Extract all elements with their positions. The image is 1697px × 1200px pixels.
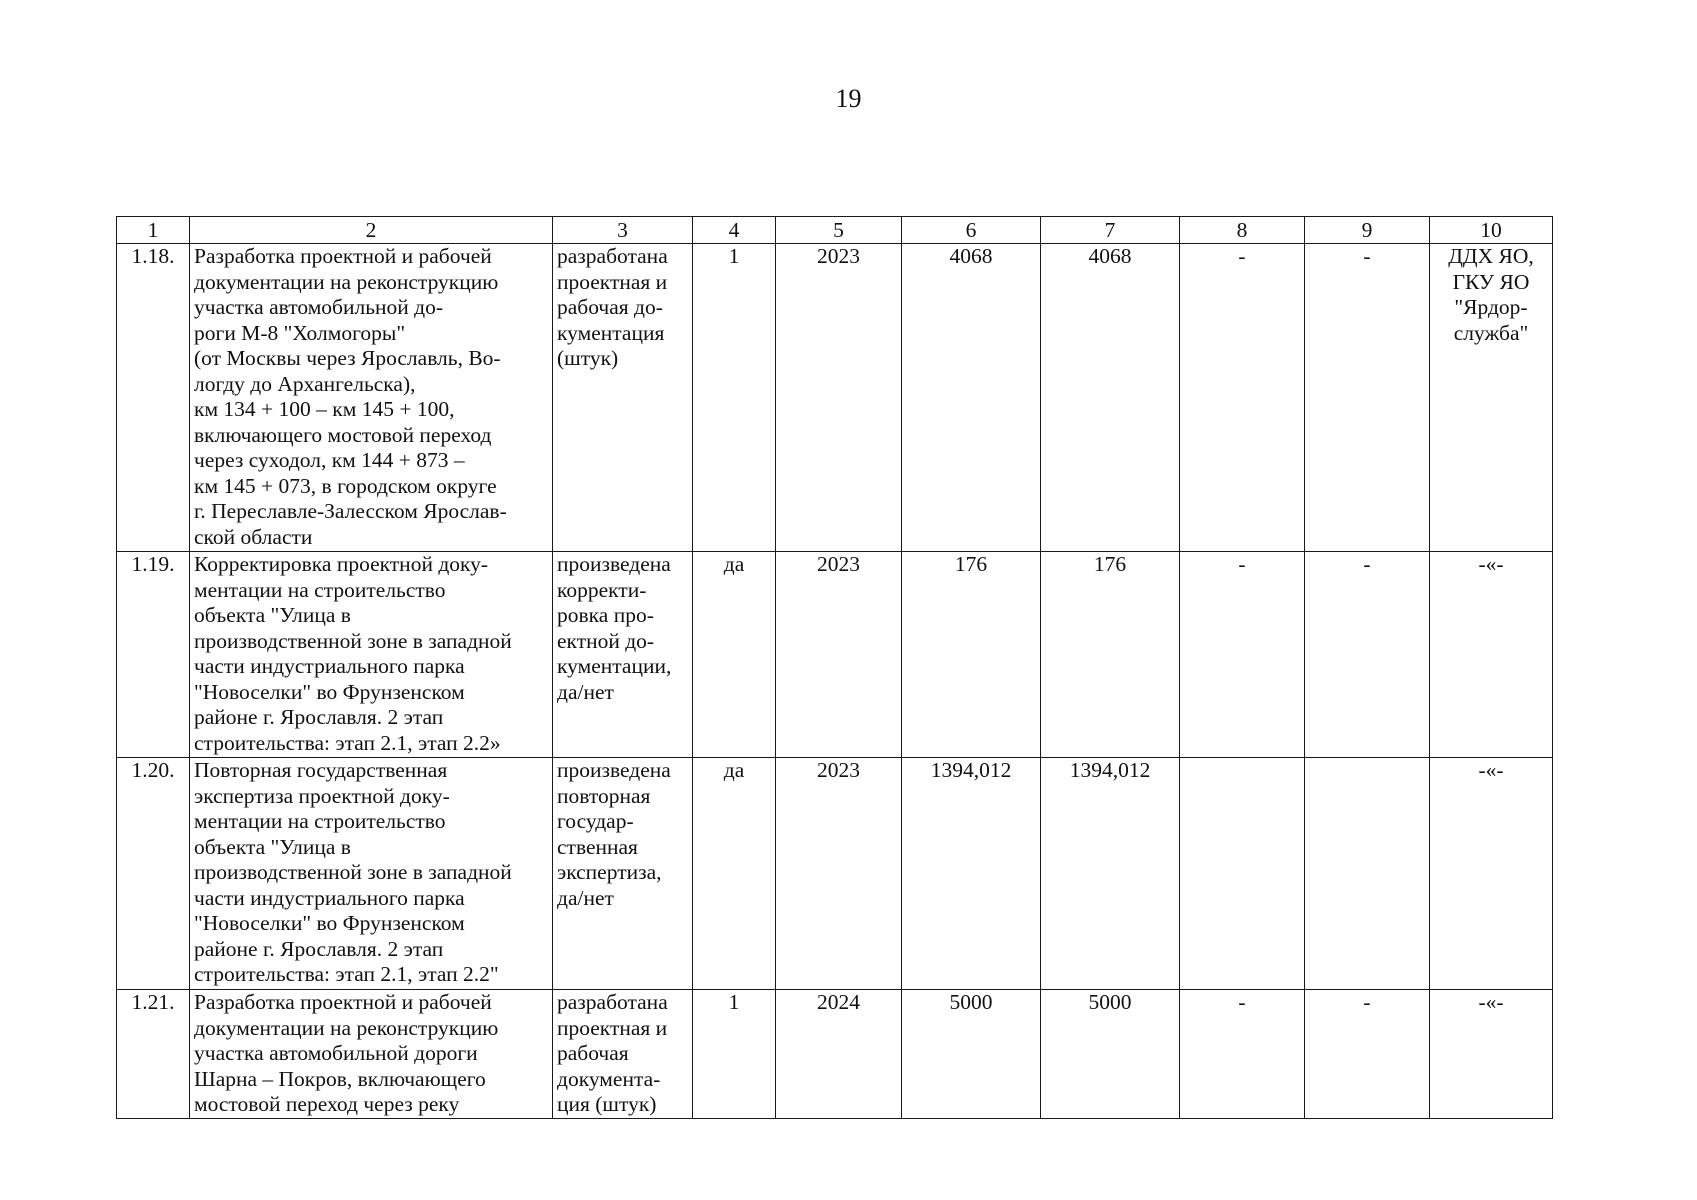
column-number-9: 9 bbox=[1305, 217, 1430, 244]
year: 2023 bbox=[776, 552, 902, 758]
column-8-value: - bbox=[1180, 244, 1305, 552]
column-number-4: 4 bbox=[693, 217, 776, 244]
indicator-value: да bbox=[693, 552, 776, 758]
activity-name: Корректировка проектной доку- ментации на строительство объекта "Улица в производственной зоне в западной части индустриального парка "Новоселки" во Фрунзенском районе г. Ярославля. 2 этап строительства: этап 2.1, этап 2.2» bbox=[190, 552, 553, 758]
column-number-6: 6 bbox=[902, 217, 1041, 244]
row-number: 1.18. bbox=[117, 244, 190, 552]
column-number-8: 8 bbox=[1180, 217, 1305, 244]
executor: -«- bbox=[1430, 758, 1553, 990]
column-9-value: - bbox=[1305, 244, 1430, 552]
table-row bbox=[117, 244, 1553, 552]
page-number: 19 bbox=[835, 84, 862, 113]
activity-name: Разработка проектной и рабочей документации на реконструкцию участка автомобильной дороги Шарна – Покров, включающего мостовой переход через реку bbox=[190, 990, 553, 1119]
table-row bbox=[117, 990, 1553, 1119]
regional-amount: 176 bbox=[1041, 552, 1180, 758]
program-table bbox=[116, 216, 1553, 1119]
activity-name: Разработка проектной и рабочей документации на реконструкцию участка автомобильной до- роги М-8 "Холмогоры" (от Москвы через Ярославль, Во- логду до Архангельска), км 134 + 100 – км 145 + 100, включающего мостовой переход через суходол, км 144 + 873 – км 145 + 073, в городском округе г. Переславле-Залесском Ярослав- ской области bbox=[190, 244, 553, 552]
total-amount: 5000 bbox=[902, 990, 1041, 1119]
regional-amount: 4068 bbox=[1041, 244, 1180, 552]
executor: -«- bbox=[1430, 990, 1553, 1119]
result-description: разработана проектная и рабочая документа- ция (штук) bbox=[553, 990, 693, 1119]
total-amount: 4068 bbox=[902, 244, 1041, 552]
year: 2024 bbox=[776, 990, 902, 1119]
column-number-2: 2 bbox=[190, 217, 553, 244]
column-number-row bbox=[117, 217, 1553, 244]
executor: ДДХ ЯО, ГКУ ЯО "Ярдор- служба" bbox=[1430, 244, 1553, 552]
column-number-10: 10 bbox=[1430, 217, 1553, 244]
column-number-5: 5 bbox=[776, 217, 902, 244]
indicator-value: 1 bbox=[693, 244, 776, 552]
column-9-value bbox=[1305, 758, 1430, 990]
column-9-value: - bbox=[1305, 990, 1430, 1119]
column-9-value: - bbox=[1305, 552, 1430, 758]
regional-amount: 1394,012 bbox=[1041, 758, 1180, 990]
indicator-value: 1 bbox=[693, 990, 776, 1119]
column-8-value: - bbox=[1180, 990, 1305, 1119]
result-description: произведена повторная государ- ственная экспертиза, да/нет bbox=[553, 758, 693, 990]
column-number-7: 7 bbox=[1041, 217, 1180, 244]
row-number: 1.21. bbox=[117, 990, 190, 1119]
executor: -«- bbox=[1430, 552, 1553, 758]
column-8-value: - bbox=[1180, 552, 1305, 758]
total-amount: 1394,012 bbox=[902, 758, 1041, 990]
year: 2023 bbox=[776, 244, 902, 552]
column-8-value bbox=[1180, 758, 1305, 990]
table-row bbox=[117, 552, 1553, 758]
result-description: разработана проектная и рабочая до- кументация (штук) bbox=[553, 244, 693, 552]
row-number: 1.19. bbox=[117, 552, 190, 758]
row-number: 1.20. bbox=[117, 758, 190, 990]
year: 2023 bbox=[776, 758, 902, 990]
table-row bbox=[117, 758, 1553, 990]
activity-name: Повторная государственная экспертиза проектной доку- ментации на строительство объекта "Улица в производственной зоне в западной части индустриального парка "Новоселки" во Фрунзенском районе г. Ярославля. 2 этап строительства: этап 2.1, этап 2.2" bbox=[190, 758, 553, 990]
column-number-3: 3 bbox=[553, 217, 693, 244]
column-number-1: 1 bbox=[117, 217, 190, 244]
result-description: произведена корректи- ровка про- ектной до- кументации, да/нет bbox=[553, 552, 693, 758]
total-amount: 176 bbox=[902, 552, 1041, 758]
indicator-value: да bbox=[693, 758, 776, 990]
regional-amount: 5000 bbox=[1041, 990, 1180, 1119]
